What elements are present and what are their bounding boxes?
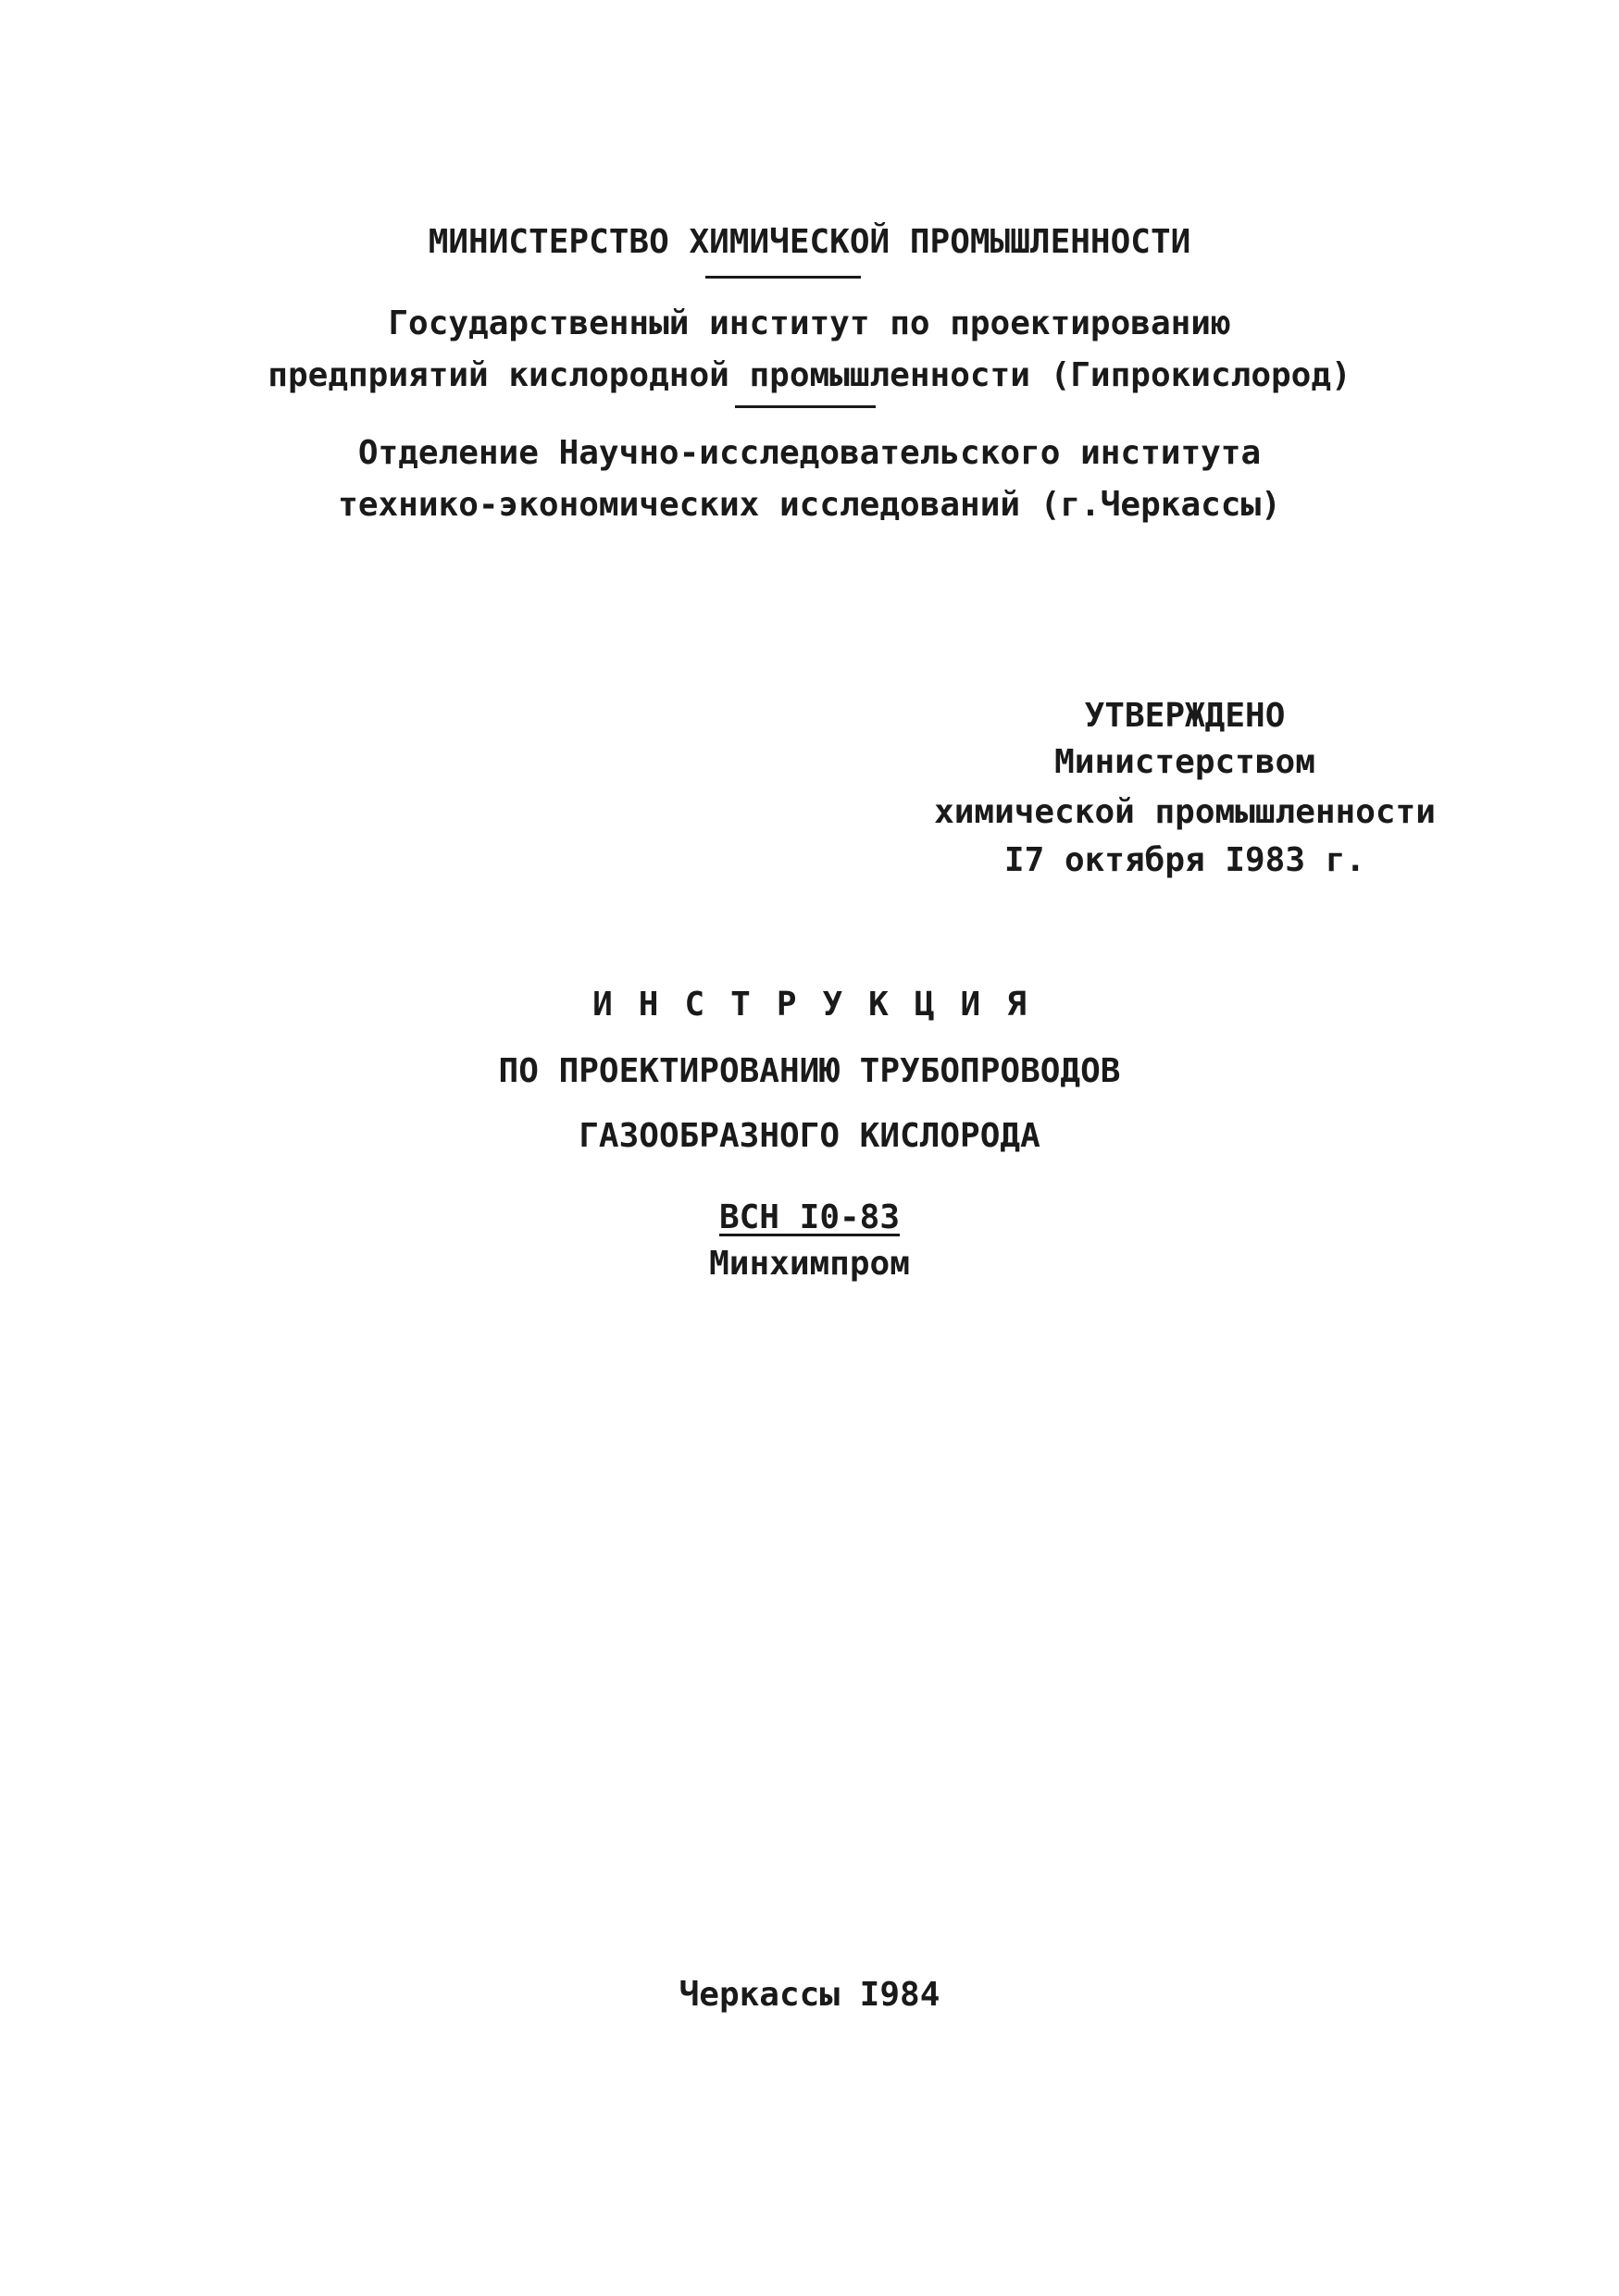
document-type (0, 985, 1619, 1025)
document-code-text: ВСН I0-83 (718, 1198, 901, 1236)
document-title-line-2: ГАЗООБРАЗНОГО КИСЛОРОДА (579, 1117, 1040, 1155)
document-issuer: Минхимпром (709, 1245, 910, 1283)
branch-line-1: Отделение Научно-исследовательского института (357, 434, 1262, 472)
ministry-heading: МИНИСТЕРСТВО ХИМИЧЕСКОЙ ПРОМЫШЛЕННОСТИ (428, 223, 1191, 261)
approval-line-2: химической промышленности (934, 793, 1436, 831)
header-rule-2 (735, 405, 876, 408)
institute-line-1: Государственный институт по проектированию (388, 304, 1231, 342)
document-code (0, 1198, 1619, 1238)
approval-date: I7 октября I983 г. (1003, 841, 1366, 879)
institute-line-2: предприятий кислородной промышленности (Гипрокислород) (268, 356, 1351, 394)
approval-title: УТВЕРЖДЕНО (1084, 697, 1286, 735)
place-year: Черкассы I984 (679, 1976, 940, 2014)
branch-line-2: технико-экономических исследований (г.Черкассы) (338, 486, 1281, 524)
header-rule-1 (705, 276, 861, 279)
approval-line-1: Министерством (1054, 743, 1315, 781)
document-title-line-1: ПО ПРОЕКТИРОВАНИЮ ТРУБОПРОВОДОВ (498, 1052, 1121, 1090)
document-type-text: ИНСТРУКЦИЯ (592, 986, 1052, 1024)
